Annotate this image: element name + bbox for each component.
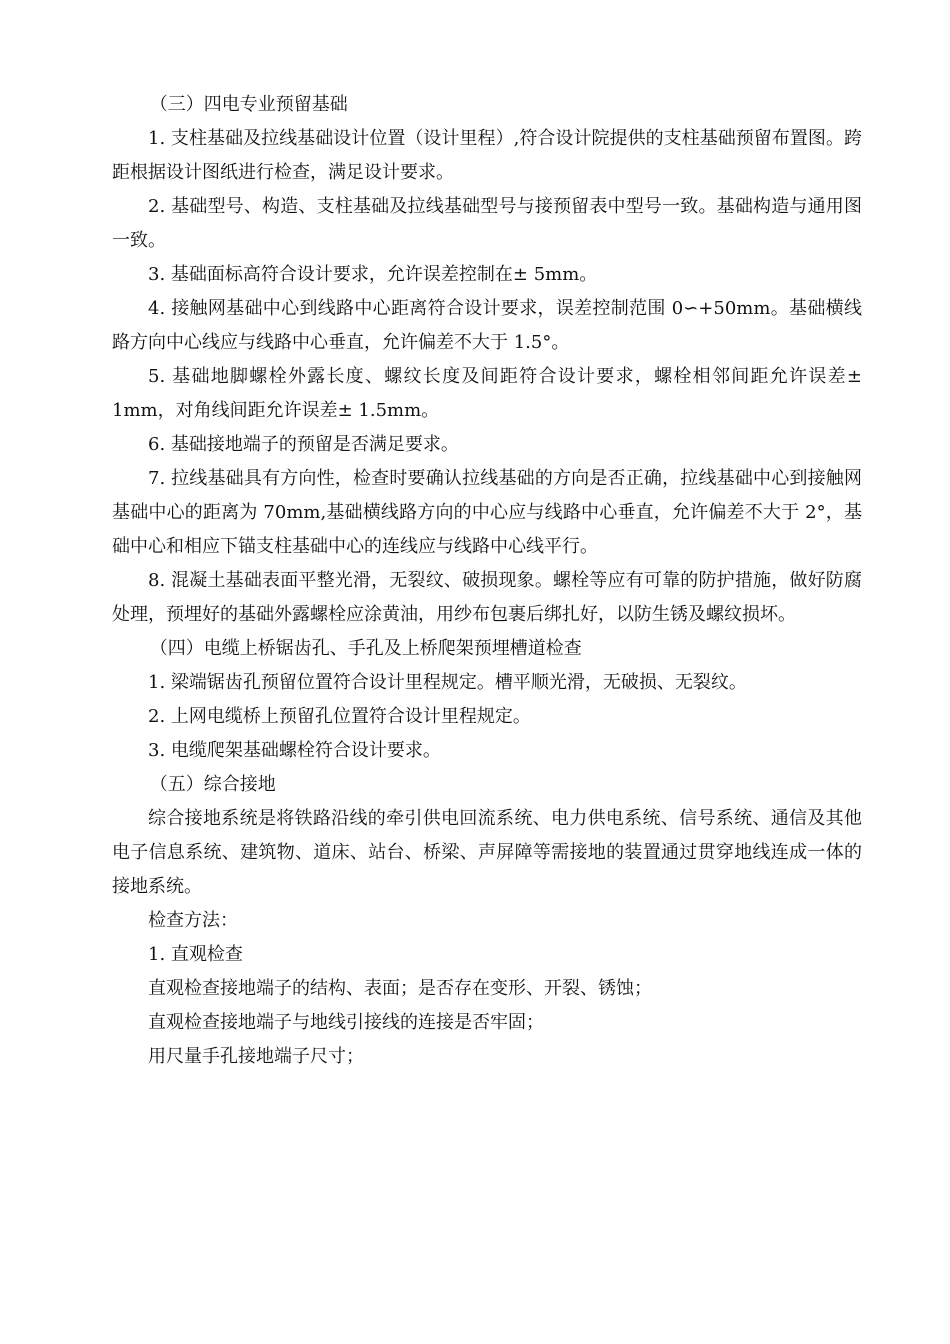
paragraph-item-4: 4. 接触网基础中心到线路中心距离符合设计要求，误差控制范围 0∽+50mm。基础横线路方向中心线应与线路中心垂直，允许偏差不大于 1.5°。 (112, 298, 862, 353)
paragraph-check-connection: 直观检查接地端子与地线引接线的连接是否牢固； (148, 1012, 544, 1033)
paragraph-item-4-1: 1. 梁端锯齿孔预留位置符合设计里程规定。槽平顺光滑，无破损、无裂纹。 (148, 672, 747, 693)
paragraph-item-1: 1. 支柱基础及拉线基础设计位置（设计里程）,符合设计院提供的支柱基础预留布置图。跨距根据设计图纸进行检查，满足设计要求。 (112, 128, 862, 183)
section-heading-4: （四）电缆上桥锯齿孔、手孔及上桥爬架预埋槽道检查 (149, 638, 582, 659)
paragraph-visual-check: 1. 直观检查 (148, 944, 243, 965)
paragraph-item-2: 2. 基础型号、构造、支柱基础及拉线基础型号与接预留表中型号一致。基础构造与通用图一致。 (112, 196, 862, 251)
paragraph-item-7: 7. 拉线基础具有方向性，检查时要确认拉线基础的方向是否正确，拉线基础中心到接触网基础中心的距离为 70mm,基础横线路方向的中心应与线路中心垂直，允许偏差不大于 2°，基础中心和相应下锚支柱基础中心的连线应与线路中心线平行。 (112, 468, 862, 557)
paragraph-item-8: 8. 混凝土基础表面平整光滑，无裂纹、破损现象。螺栓等应有可靠的防护措施，做好防腐处理，预埋好的基础外露螺栓应涂黄油，用纱布包裹后绑扎好，以防生锈及螺纹损坏。 (112, 570, 862, 625)
paragraph-measure-size: 用尺量手孔接地端子尺寸； (148, 1046, 364, 1067)
paragraph-item-5: 5. 基础地脚螺栓外露长度、螺纹长度及间距符合设计要求，螺栓相邻间距允许误差± 1mm，对角线间距允许误差± 1.5mm。 (112, 366, 862, 421)
paragraph-item-4-2: 2. 上网电缆桥上预留孔位置符合设计里程规定。 (148, 706, 531, 727)
paragraph-method-label: 检查方法： (148, 910, 238, 931)
paragraph-item-4-3: 3. 电缆爬架基础螺栓符合设计要求。 (148, 740, 441, 761)
section-heading-5: （五）综合接地 (149, 774, 276, 795)
paragraph-item-6: 6. 基础接地端子的预留是否满足要求。 (148, 434, 459, 455)
paragraph-item-3: 3. 基础面标高符合设计要求，允许误差控制在± 5mm。 (148, 264, 598, 285)
section-heading-3: （三）四电专业预留基础 (149, 94, 348, 115)
paragraph-grounding-intro: 综合接地系统是将铁路沿线的牵引供电回流系统、电力供电系统、信号系统、通信及其他电子信息系统、建筑物、道床、站台、桥梁、声屏障等需接地的装置通过贯穿地线连成一体的接地系统。 (112, 808, 862, 897)
paragraph-check-structure: 直观检查接地端子的结构、表面；是否存在变形、开裂、锈蚀； (148, 978, 652, 999)
